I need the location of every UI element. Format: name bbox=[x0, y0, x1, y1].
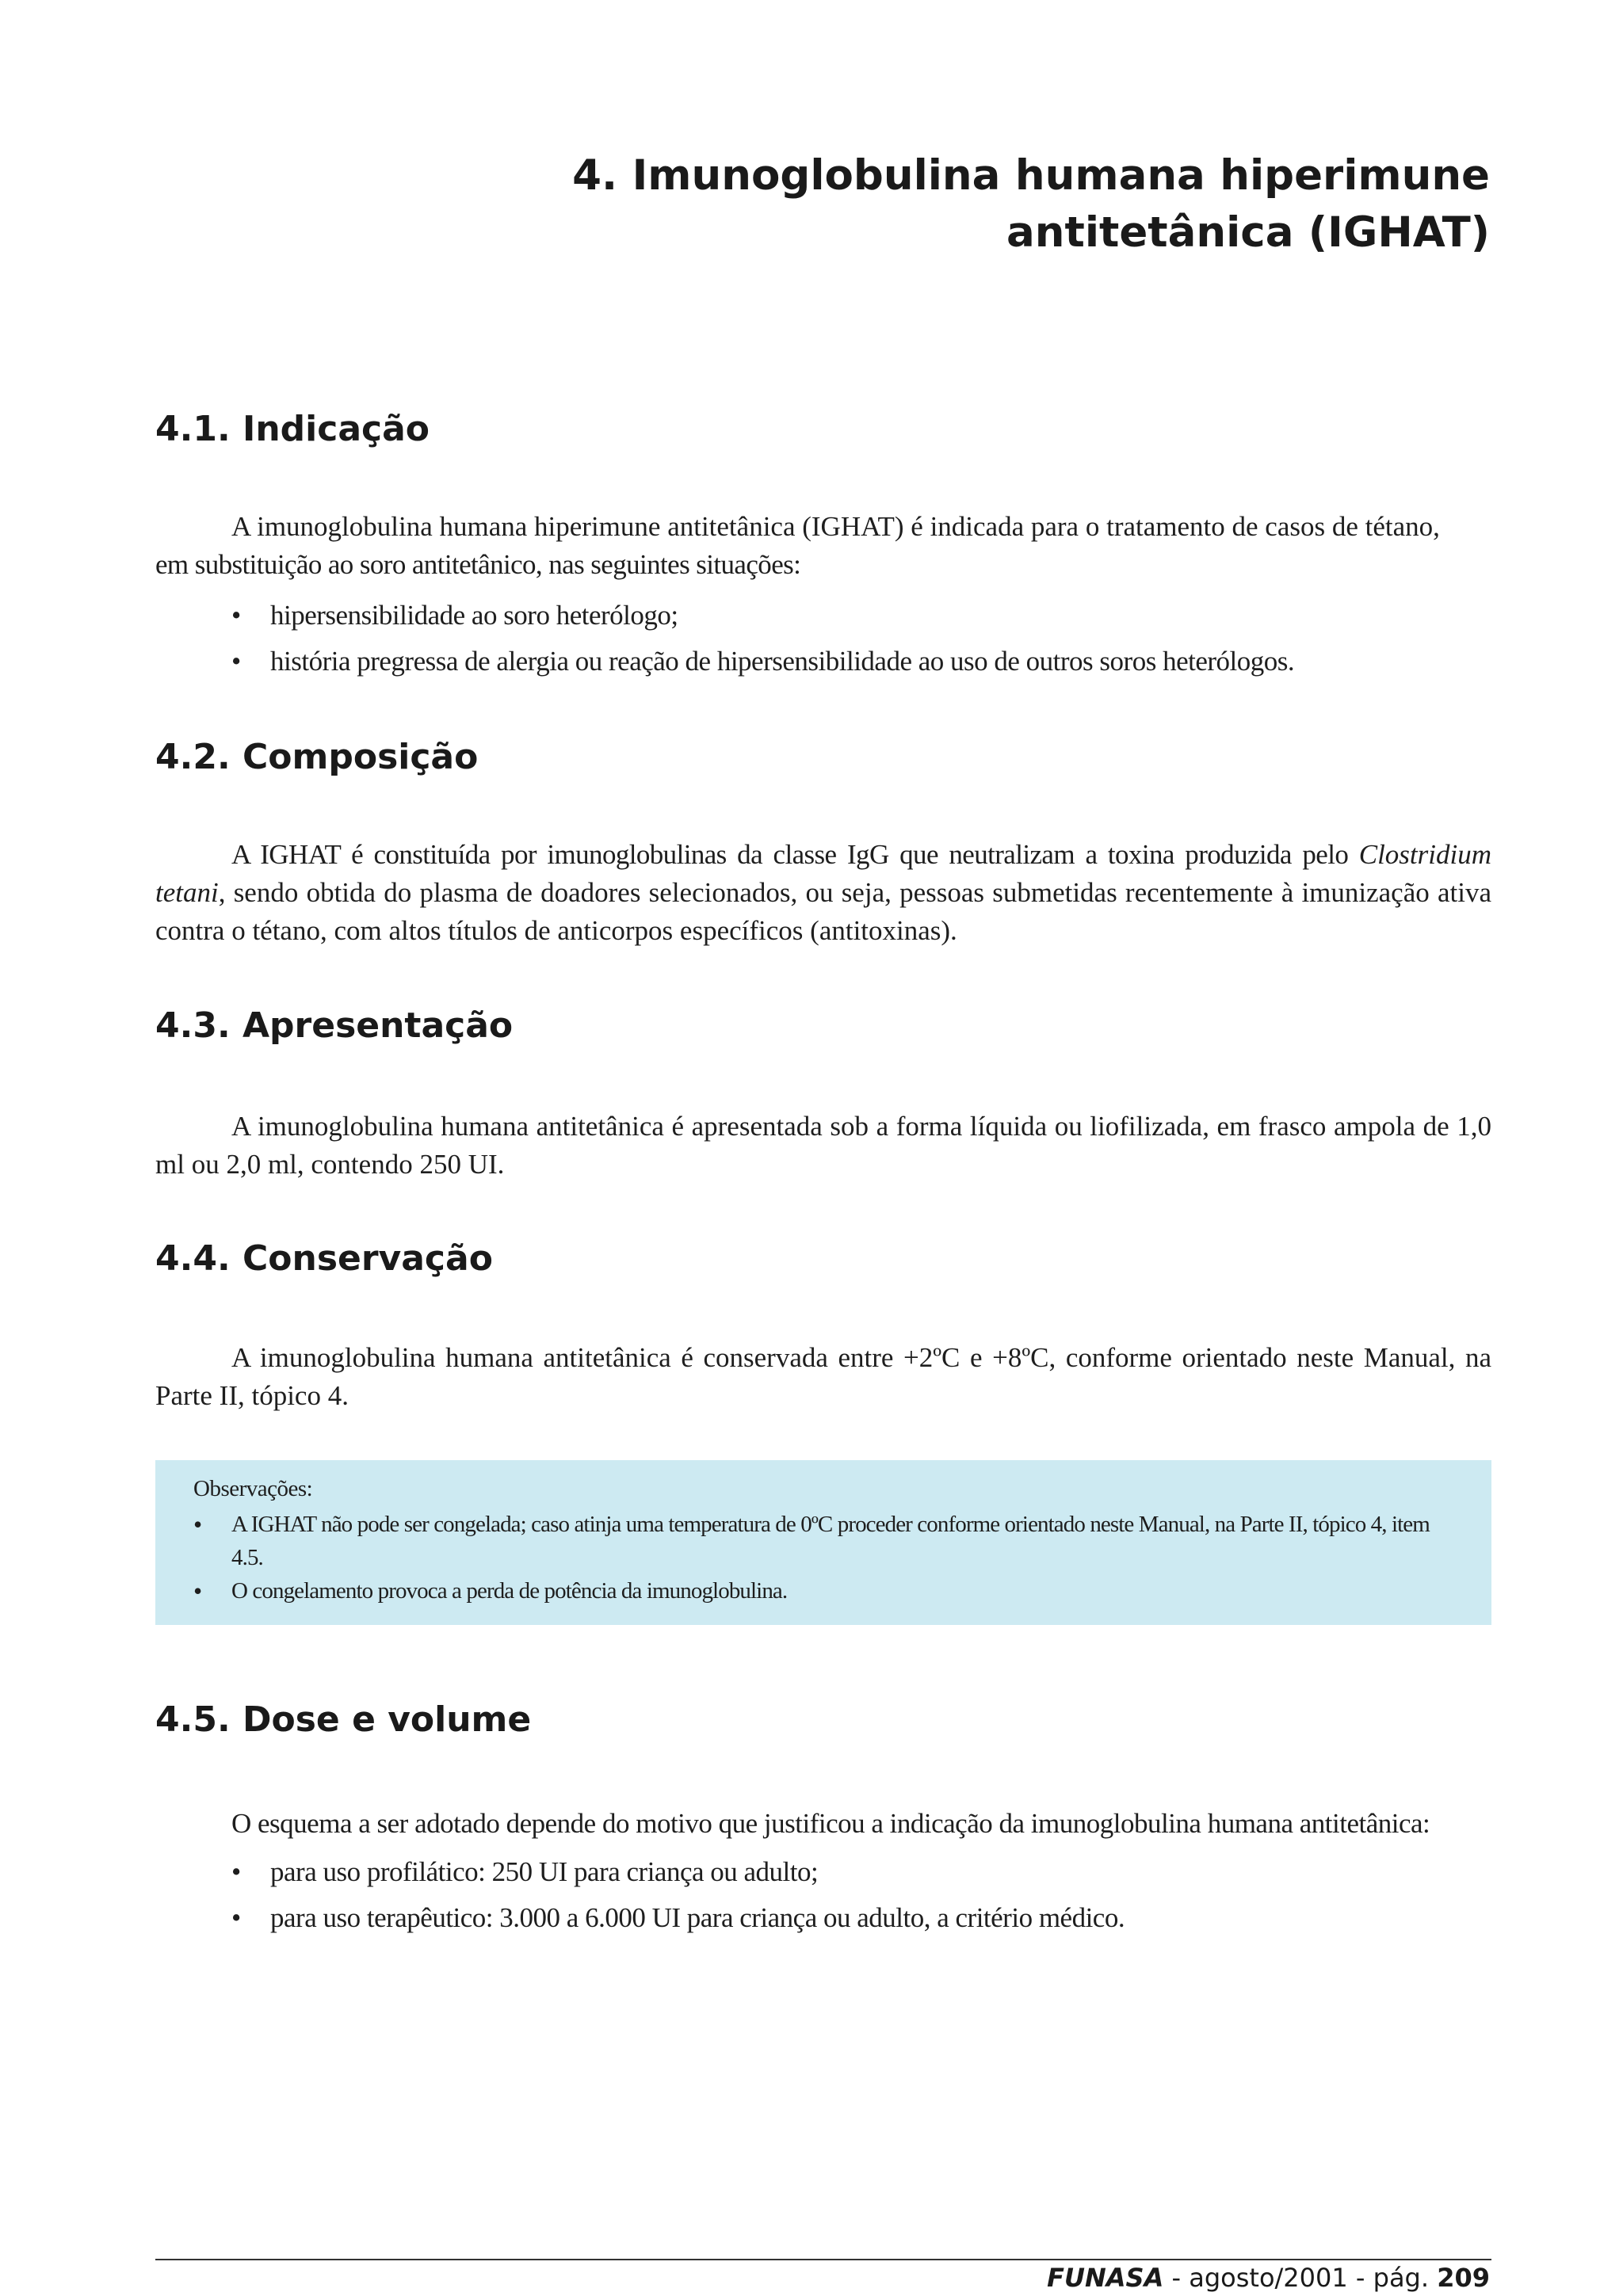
paragraph-indicacao bbox=[155, 508, 1491, 584]
paragraph-indicacao-line-2: em substituição ao soro antitetânico, nas seguintes situações: bbox=[155, 549, 801, 580]
list-item bbox=[155, 593, 1491, 639]
list-item bbox=[193, 1574, 1461, 1608]
footer-text: - agosto/2001 - pág. bbox=[1163, 2263, 1438, 2293]
page-number: 209 bbox=[1437, 2263, 1490, 2293]
section-heading-dose-volume: 4.5. Dose e volume bbox=[155, 1699, 532, 1740]
list-item bbox=[155, 639, 1491, 685]
paragraph-dose: O esquema a ser adotado depende do motivo que justificou a indicação da imunoglobulina humana antitetânica: bbox=[231, 1808, 1430, 1839]
page-footer bbox=[1047, 2262, 1490, 2294]
bullet-icon: • bbox=[231, 600, 241, 631]
list-item-text: para uso profilático: 250 UI para criança ou adulto; bbox=[270, 1856, 819, 1887]
footer-brand: FUNASA bbox=[1047, 2263, 1164, 2293]
chapter-title-line-2: antitetânica (IGHAT) bbox=[1006, 208, 1490, 257]
paragraph-indicacao-line-1: A imunoglobulina humana hiperimune antitetânica (IGHAT) é indicada para o tratamento de casos de tétano, bbox=[231, 511, 1440, 542]
bullet-icon: • bbox=[231, 1902, 241, 1933]
bullet-icon: • bbox=[231, 1856, 241, 1887]
bullet-list-dose bbox=[155, 1849, 1491, 1941]
paragraph-composicao-text-2: , sendo obtida do plasma de doadores selecionados, ou seja, pessoas submetidas recentemente à imunização ativa contra o tétano, com altos títulos de anticorpos específicos (antitoxinas). bbox=[155, 877, 1491, 946]
observation-text: A IGHAT não pode ser congelada; caso atinja uma temperatura de 0ºC proceder conforme orientado neste Manual, na Parte II, tópico 4, item 4.5. bbox=[231, 1512, 1430, 1570]
footer-divider bbox=[155, 2259, 1491, 2260]
list-item bbox=[155, 1895, 1491, 1941]
bullet-icon: • bbox=[231, 646, 241, 677]
section-heading-apresentacao: 4.3. Apresentação bbox=[155, 1005, 514, 1046]
observation-text: O congelamento provoca a perda de potência da imunoglobulina. bbox=[231, 1578, 788, 1604]
section-heading-conservacao: 4.4. Conservação bbox=[155, 1238, 493, 1279]
observations-box bbox=[155, 1460, 1491, 1625]
bullet-icon: • bbox=[193, 1577, 202, 1605]
paragraph-apresentacao: A imunoglobulina humana antitetânica é apresentada sob a forma líquida ou liofilizada, em frasco ampola de 1,0 ml ou 2,0 ml, contendo 250 UI. bbox=[155, 1111, 1491, 1180]
bullet-icon: • bbox=[193, 1510, 202, 1539]
list-item-text: história pregressa de alergia ou reação de hipersensibilidade ao uso de outros soros heterólogos. bbox=[270, 646, 1295, 677]
paragraph-composicao-text-1: A IGHAT é constituída por imunoglobulinas da classe IgG que neutralizam a toxina produzida pelo bbox=[231, 839, 1359, 870]
chapter-title bbox=[380, 147, 1490, 261]
paragraph-conservacao: A imunoglobulina humana antitetânica é conservada entre +2ºC e +8ºC, conforme orientado neste Manual, na Parte II, tópico 4. bbox=[155, 1342, 1491, 1411]
list-item-text: para uso terapêutico: 3.000 a 6.000 UI para criança ou adulto, a critério médico. bbox=[270, 1902, 1125, 1933]
list-item bbox=[155, 1849, 1491, 1895]
species-name: Clostridium tetani bbox=[155, 839, 1491, 908]
bullet-list-indicacao bbox=[155, 593, 1491, 685]
chapter-title-line-1: 4. Imunoglobulina humana hiperimune bbox=[572, 151, 1490, 200]
paragraph-composicao bbox=[155, 836, 1491, 950]
observations-title: Observações: bbox=[193, 1476, 313, 1501]
section-heading-composicao: 4.2. Composição bbox=[155, 737, 479, 777]
list-item-text: hipersensibilidade ao soro heterólogo; bbox=[270, 600, 678, 631]
section-heading-indicacao: 4.1. Indicação bbox=[155, 409, 430, 449]
observations-list bbox=[193, 1508, 1461, 1608]
list-item bbox=[193, 1508, 1461, 1574]
